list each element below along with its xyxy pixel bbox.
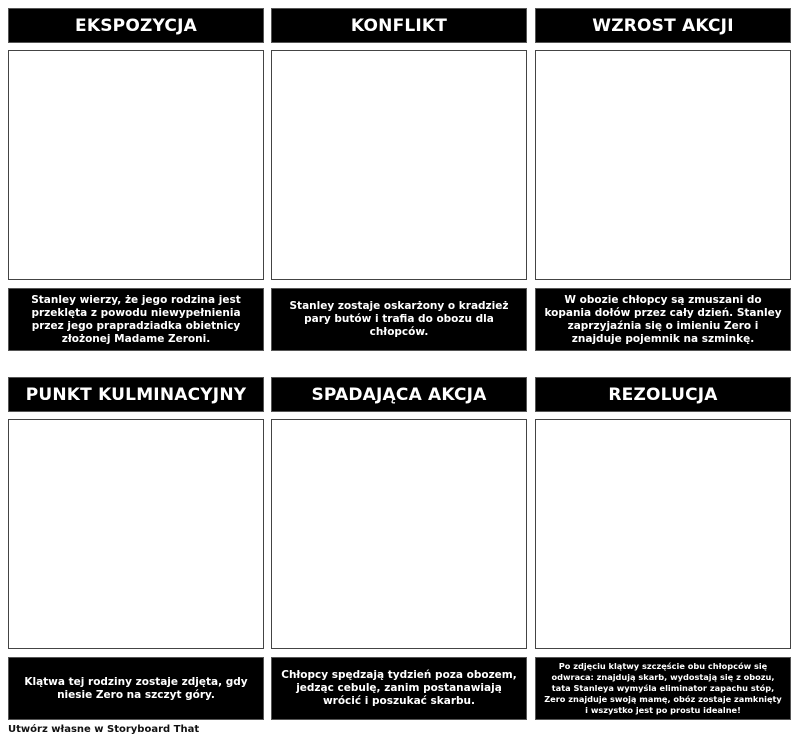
image-panel (271, 50, 527, 280)
cell-title: EKSPOZYCJA (8, 8, 264, 43)
cell-title: PUNKT KULMINACYJNY (8, 377, 264, 412)
cell-title: WZROST AKCJI (535, 8, 791, 43)
cell-caption: W obozie chłopcy są zmuszani do kopania dołów przez cały dzień. Stanley zaprzyjaźnia się o imieniu Zero i znajduje pojemnik na szminkę. (535, 288, 791, 351)
image-panel (535, 419, 791, 649)
cell-caption: Klątwa tej rodziny zostaje zdjęta, gdy niesie Zero na szczyt góry. (8, 657, 264, 720)
cell-caption: Stanley zostaje oskarżony o kradzież pary butów i trafia do obozu dla chłopców. (271, 288, 527, 351)
image-panel (8, 419, 264, 649)
cell-caption: Stanley wierzy, że jego rodzina jest przeklęta z powodu niewypełnienia przez jego prapradziadka obietnicy złożonej Madame Zeroni. (8, 288, 264, 351)
cell-title: KONFLIKT (271, 8, 527, 43)
cell-title: REZOLUCJA (535, 377, 791, 412)
image-panel (8, 50, 264, 280)
image-panel (535, 50, 791, 280)
cell-title: SPADAJĄCA AKCJA (271, 377, 527, 412)
cell-caption: Po zdjęciu klątwy szczęście obu chłopców się odwraca: znajdują skarb, wydostają się z obozu, tata Stanleya wymyśla eliminator zapachu stóp, Zero znajduje swoją mamę, obóz zostaje zamknięty i wszystko jest po prostu idealne! (535, 657, 791, 720)
cell-caption: Chłopcy spędzają tydzień poza obozem, jedząc cebulę, zanim postanawiają wrócić i poszukać skarbu. (271, 657, 527, 720)
image-panel (271, 419, 527, 649)
footer-credit[interactable]: Utwórz własne w Storyboard That (8, 724, 200, 735)
